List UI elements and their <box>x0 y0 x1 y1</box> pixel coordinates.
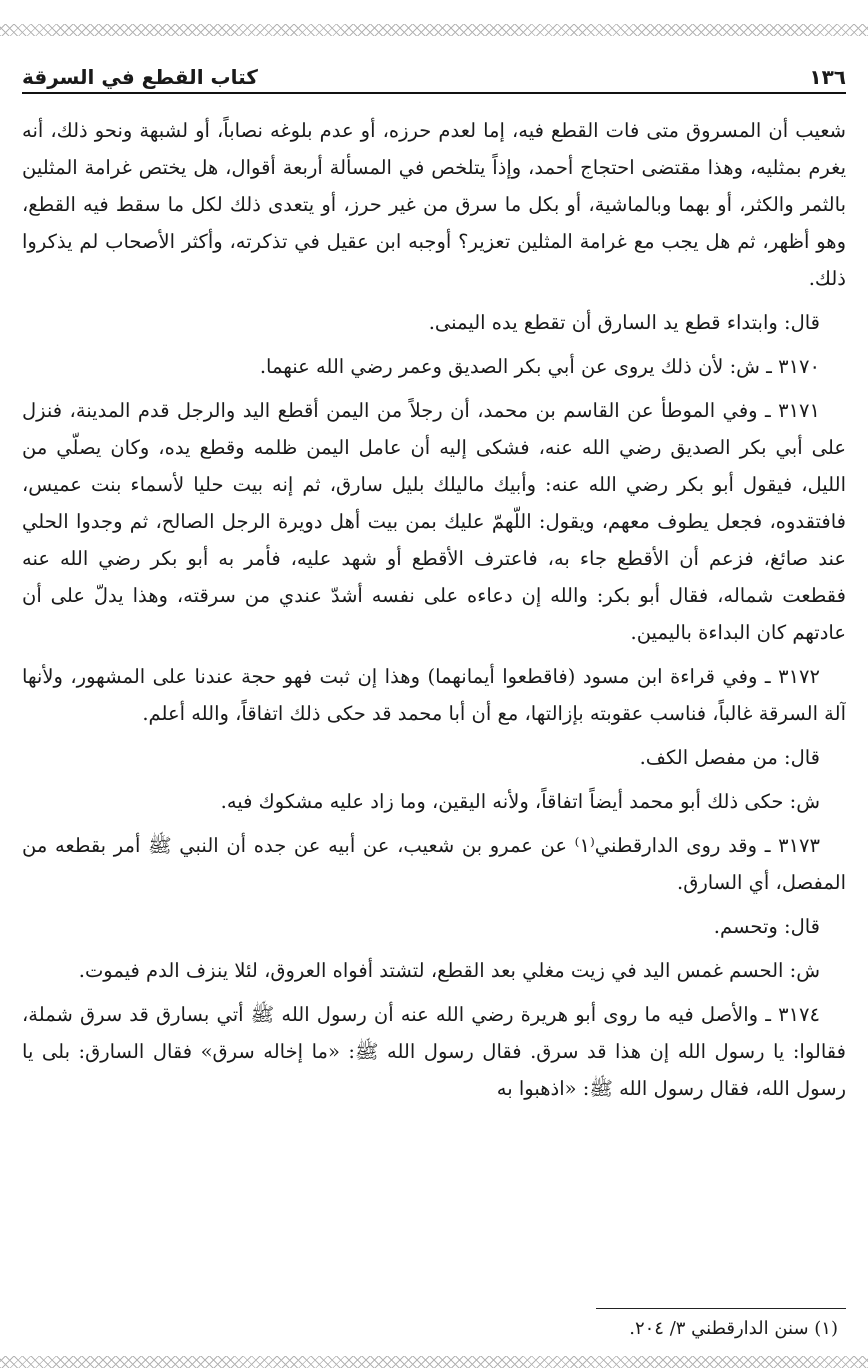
paragraph-1: شعيب أن المسروق متى فات القطع فيه، إما لعدم حرزه، أو عدم بلوغه نصاباً، أو لشبهة ونحو ذلك، أنه يغرم بمثليه، وهذا مقتضى احتجاج أحمد، وإذاً يتلخص في المسألة أربعة أقوال، هل يختص غرامة المثلين بالثمر والكثر، أو بهما وبالماشية، أو بكل ما سرق من غير حرز، أو يتعدى ذلك لكل ما سقط فيه القطع، وهو أظهر، ثم هل يجب مع غرامة المثلين تعزير؟ أوجبه ابن عقيل في تذكرته، وأكثر الأصحاب لم يذكروا ذلك. <box>22 119 846 290</box>
paragraph-6: قال: من مفصل الكف. <box>639 746 820 769</box>
page-header <box>22 60 846 94</box>
paragraph-10: ش: الحسم غمس اليد في زيت مغلي بعد القطع، لتشتد أفواه العروق، لئلا ينزف الدم فيموت. <box>78 959 820 982</box>
paragraph-3171: ٣١٧١ ـ وفي الموطأ عن القاسم بن محمد، أن رجلاً من اليمن أقطع اليد والرجل قدم المدينة، فنزل على أبي بكر الصديق رضي الله عنه، فشكى إليه أن عامل اليمن ظلمه وقطع يده، وكان يصلّي من الليل، فيقول أبو بكر رضي الله عنه: وأبيك ماليلك بليل سارق، ثم إنه بيت حليا لأسماء بنت عميس، فافتقدوه، فجعل يطوف معهم، ويقول: اللّهمّ عليك بمن بيت أهل دويرة الرجل الصالح، ثم وجدوا الحلي عند صائغ، فزعم أن الأقطع جاء به، فاعترف الأقطع أو شهد عليه، فأمر به أبو بكر رضي الله عنه فقطعت شماله، فقال أبو بكر: والله إن دعاءه على نفسه أشدّ عندي من سرقته، وهذا يدلّ على أن عادتهم كان البداءة باليمين. <box>22 399 846 644</box>
paragraph-3170: ٣١٧٠ ـ ش: لأن ذلك يروى عن أبي بكر الصديق وعمر رضي الله عنهما. <box>259 355 820 378</box>
paragraph-7: ش: حكى ذلك أبو محمد أيضاً اتفاقاً، ولأنه اليقين، وما زاد عليه مشكوك فيه. <box>220 790 820 813</box>
footnote-divider <box>596 1308 846 1309</box>
paragraph-9: قال: وتحسم. <box>713 915 820 938</box>
paragraph-3174: ٣١٧٤ ـ والأصل فيه ما روى أبو هريرة رضي الله عنه أن رسول الله ﷺ أتي بسارق قد سرق شملة، فقالوا: يا رسول الله إن هذا قد سرق. فقال رسول الله ﷺ: «ما إخاله سرق» فقال السارق: بلى يا رسول الله، فقال رسول الله ﷺ: «اذهبوا به <box>22 1003 846 1100</box>
footnote: (١) سنن الدارقطني ٣/ ٢٠٤. <box>629 1318 838 1339</box>
paragraph-3173: ٣١٧٣ ـ وقد روى الدارقطني⁽١⁾ عن عمرو بن شعيب، عن أبيه عن جده أن النبي ﷺ أمر بقطعه من المفصل، أي السارق. <box>22 834 846 894</box>
paragraph-2: قال: وابتداء قطع يد السارق أن تقطع يده اليمنى. <box>428 311 820 334</box>
top-ornament-border <box>0 24 868 36</box>
book-title: كتاب القطع في السرقة <box>22 65 258 89</box>
bottom-ornament-border <box>0 1356 868 1368</box>
paragraph-3172: ٣١٧٢ ـ وفي قراءة ابن مسود (فاقطعوا أيمانهما) وهذا إن ثبت فهو حجة عندنا على المشهور، ولأنها آلة السرقة غالباً، فناسب عقوبته بإزالتها، مع أن أبا محمد قد حكى ذلك اتفاقاً، والله أعلم. <box>22 665 846 725</box>
main-text <box>22 112 846 1297</box>
page-number: ١٣٦ <box>809 65 846 89</box>
